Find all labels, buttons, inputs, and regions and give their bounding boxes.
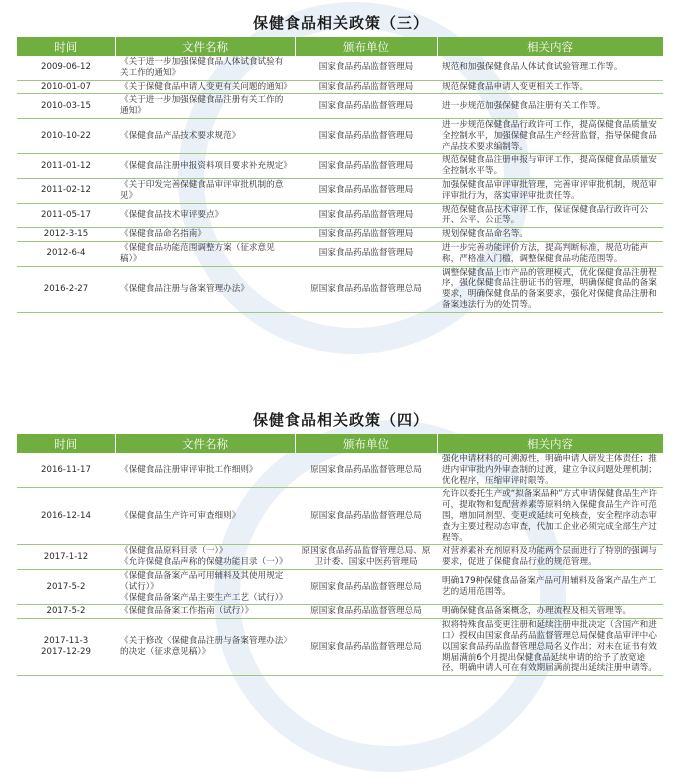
table-header-row — [17, 434, 663, 453]
cell-issuing-unit: 国家食品药品监督管理局 — [295, 178, 437, 203]
cell-file-name: 《关于印发完善保健食品审评审批机制的意见》 — [115, 178, 295, 203]
header-issuing-unit: 颁布单位 — [295, 434, 437, 453]
cell-content: 规范保健食品申请人变更相关工作等。 — [437, 80, 663, 94]
cell-file-name: 《保健食品原料目录（一）》 《允许保健食品声称的保健功能目录（一）》 — [115, 545, 295, 570]
cell-content: 对营养素补充剂原料及功能两个层面进行了特别的强调与要求，促进了保健食品行业的规范管理。 — [437, 545, 663, 570]
cell-file-name: 《保健食品注册与备案管理办法》 — [115, 266, 295, 312]
cell-issuing-unit: 国家食品药品监督管理局 — [295, 56, 437, 80]
cell-issuing-unit: 原国家食品药品监督管理总局、原卫计委、国家中医药管理局 — [295, 545, 437, 570]
cell-date: 2016-12-14 — [17, 488, 115, 545]
cell-issuing-unit: 原国家食品药品监督管理总局 — [295, 488, 437, 545]
header-content: 相关内容 — [437, 37, 663, 56]
cell-content: 规范保健食品技术审评工作，保证保健食品行政许可公开、公平、公正等。 — [437, 203, 663, 228]
section-title: 保健食品相关政策（三） — [252, 14, 429, 32]
cell-file-name: 《关于保健食品申请人变更有关问题的通知》 — [115, 80, 295, 94]
table-row — [17, 56, 663, 80]
table-row — [17, 178, 663, 203]
table-row — [17, 453, 663, 488]
cell-file-name: 《保健食品技术审评要点》 — [115, 203, 295, 228]
cell-content: 进一步规范保健食品行政许可工作，提高保健食品质量安全控制水平，加强保健食品生产经营监督，指导保健食品产品技术要求编制等。 — [437, 118, 663, 153]
cell-date: 2010-01-07 — [17, 80, 115, 94]
cell-file-name: 《保健食品生产许可审查细则》 — [115, 488, 295, 545]
cell-file-name: 《保健食品备案产品可用辅料及其使用规定（试行）》 《保健食品备案产品主要生产工艺（试行）》 — [115, 569, 295, 604]
cell-content: 规划保健食品命名等。 — [437, 228, 663, 242]
cell-content: 调整保健食品上市产品的管理模式，优化保健食品注册程序，强化保健食品注册证书的管理，明确保健食品的备案要求，明确保健食品的备案要求，强化对保健食品注册和备案违法行为的处罚等。 — [437, 266, 663, 312]
cell-content: 明确保健食品备案概念，办理流程及相关管理等。 — [437, 605, 663, 619]
table-row — [17, 241, 663, 266]
table-row — [17, 118, 663, 153]
cell-issuing-unit: 国家食品药品监督管理局 — [295, 80, 437, 94]
cell-file-name: 《保健食品功能范围调整方案（征求意见稿）》 — [115, 241, 295, 266]
cell-issuing-unit: 国家食品药品监督管理局 — [295, 118, 437, 153]
cell-issuing-unit: 国家食品药品监督管理局 — [295, 203, 437, 228]
cell-content: 拟将特殊食品变更注册和延续注册申批决定（含国产和进口）授权由国家食品药品监督管理总局保健食品审评中心以国家食品药品监督管理总局名义作出；对未在证书有效期届满前6个月提出保健食品延续申请的给予了放宽途径，明确申请人可在有效期届满前提出延续注册申请等。 — [437, 619, 663, 676]
table-row — [17, 545, 663, 570]
cell-date: 2010-10-22 — [17, 118, 115, 153]
header-file-name: 文件名称 — [115, 37, 295, 56]
cell-issuing-unit: 国家食品药品监督管理局 — [295, 94, 437, 119]
cell-content: 进一步规范加强保健食品注册有关工作等。 — [437, 94, 663, 119]
cell-content: 进一步完善功能评价方法，提高判断标准，规范功能声称，严格准入门槛，调整保健食品功能范围等。 — [437, 241, 663, 266]
policy-table — [17, 37, 664, 313]
cell-date: 2017-1-12 — [17, 545, 115, 570]
cell-file-name: 《关于进一步加强保健食品注册有关工作的通知》 — [115, 94, 295, 119]
header-issuing-unit: 颁布单位 — [295, 37, 437, 56]
section-title: 保健食品相关政策（四） — [252, 411, 429, 429]
cell-file-name: 《保健食品命名指南》 — [115, 228, 295, 242]
cell-issuing-unit: 国家食品药品监督管理局 — [295, 154, 437, 179]
cell-date: 2011-01-12 — [17, 154, 115, 179]
table-row — [17, 488, 663, 545]
header-file-name: 文件名称 — [115, 434, 295, 453]
cell-issuing-unit: 原国家食品药品监督管理总局 — [295, 453, 437, 488]
table-row — [17, 228, 663, 242]
policy-table — [17, 434, 664, 676]
cell-file-name: 《保健食品备案工作指南（试行）》 — [115, 605, 295, 619]
table-header-row — [17, 37, 663, 56]
cell-date: 2012-6-4 — [17, 241, 115, 266]
table-row — [17, 94, 663, 119]
header-date: 时间 — [17, 37, 115, 56]
cell-file-name: 《关于修改〈保健食品注册与备案管理办法〉的决定（征求意见稿）》 — [115, 619, 295, 676]
cell-issuing-unit: 国家食品药品监督管理局 — [295, 241, 437, 266]
cell-content: 明确179种保健食品备案产品可用辅料及备案产品生产工艺的适用范围等。 — [437, 569, 663, 604]
cell-file-name: 《保健食品注册申报资料项目要求补充规定》 — [115, 154, 295, 179]
cell-date: 2017-5-2 — [17, 569, 115, 604]
cell-file-name: 《保健食品注册审评审批工作细则》 — [115, 453, 295, 488]
cell-date: 2011-02-12 — [17, 178, 115, 203]
cell-content: 允许以委托生产或“拟备案品种”方式申请保健食品生产许可，提取物和复配营养素等原料纳入保健食品生产许可范围，增加同剂型、变更或延续可免核查，安全程序动态审查为主要过程动态审查，代加工企业必须完成全部生产过程等。 — [437, 488, 663, 545]
header-content: 相关内容 — [437, 434, 663, 453]
table-row — [17, 619, 663, 676]
cell-issuing-unit: 原国家食品药品监督管理总局 — [295, 605, 437, 619]
table-row — [17, 605, 663, 619]
table-row — [17, 203, 663, 228]
cell-file-name: 《保健食品产品技术要求规范》 — [115, 118, 295, 153]
cell-date: 2016-11-17 — [17, 453, 115, 488]
cell-content: 规范和加强保健食品人体试食试验管理工作等。 — [437, 56, 663, 80]
table-row — [17, 154, 663, 179]
table-row — [17, 569, 663, 604]
cell-date: 2010-03-15 — [17, 94, 115, 119]
table-row — [17, 80, 663, 94]
cell-issuing-unit: 原国家食品药品监督管理总局 — [295, 266, 437, 312]
cell-content: 强化申请材料的可溯源性，明确申请人研发主体责任；推进内审审批内外审查制的过渡，建立争议问题处理机制；优化程序，压缩审评时限等。 — [437, 453, 663, 488]
cell-date: 2009-06-12 — [17, 56, 115, 80]
table-row — [17, 266, 663, 312]
cell-issuing-unit: 原国家食品药品监督管理总局 — [295, 569, 437, 604]
cell-content: 加强保健食品审评审批管理，完善审评审批机制，规范审评审批行为，落实审评审批责任等。 — [437, 178, 663, 203]
cell-content: 规范保健食品注册申报与审评工作，提高保健食品质量安全控制水平等。 — [437, 154, 663, 179]
cell-file-name: 《关于进一步加强保健食品人体试食试验有关工作的通知》 — [115, 56, 295, 80]
cell-date: 2017-5-2 — [17, 605, 115, 619]
cell-issuing-unit: 原国家食品药品监督管理总局 — [295, 619, 437, 676]
cell-date: 2017-11-3 2017-12-29 — [17, 619, 115, 676]
cell-issuing-unit: 国家食品药品监督管理局 — [295, 228, 437, 242]
cell-date: 2012-3-15 — [17, 228, 115, 242]
header-date: 时间 — [17, 434, 115, 453]
cell-date: 2016-2-27 — [17, 266, 115, 312]
cell-date: 2011-05-17 — [17, 203, 115, 228]
